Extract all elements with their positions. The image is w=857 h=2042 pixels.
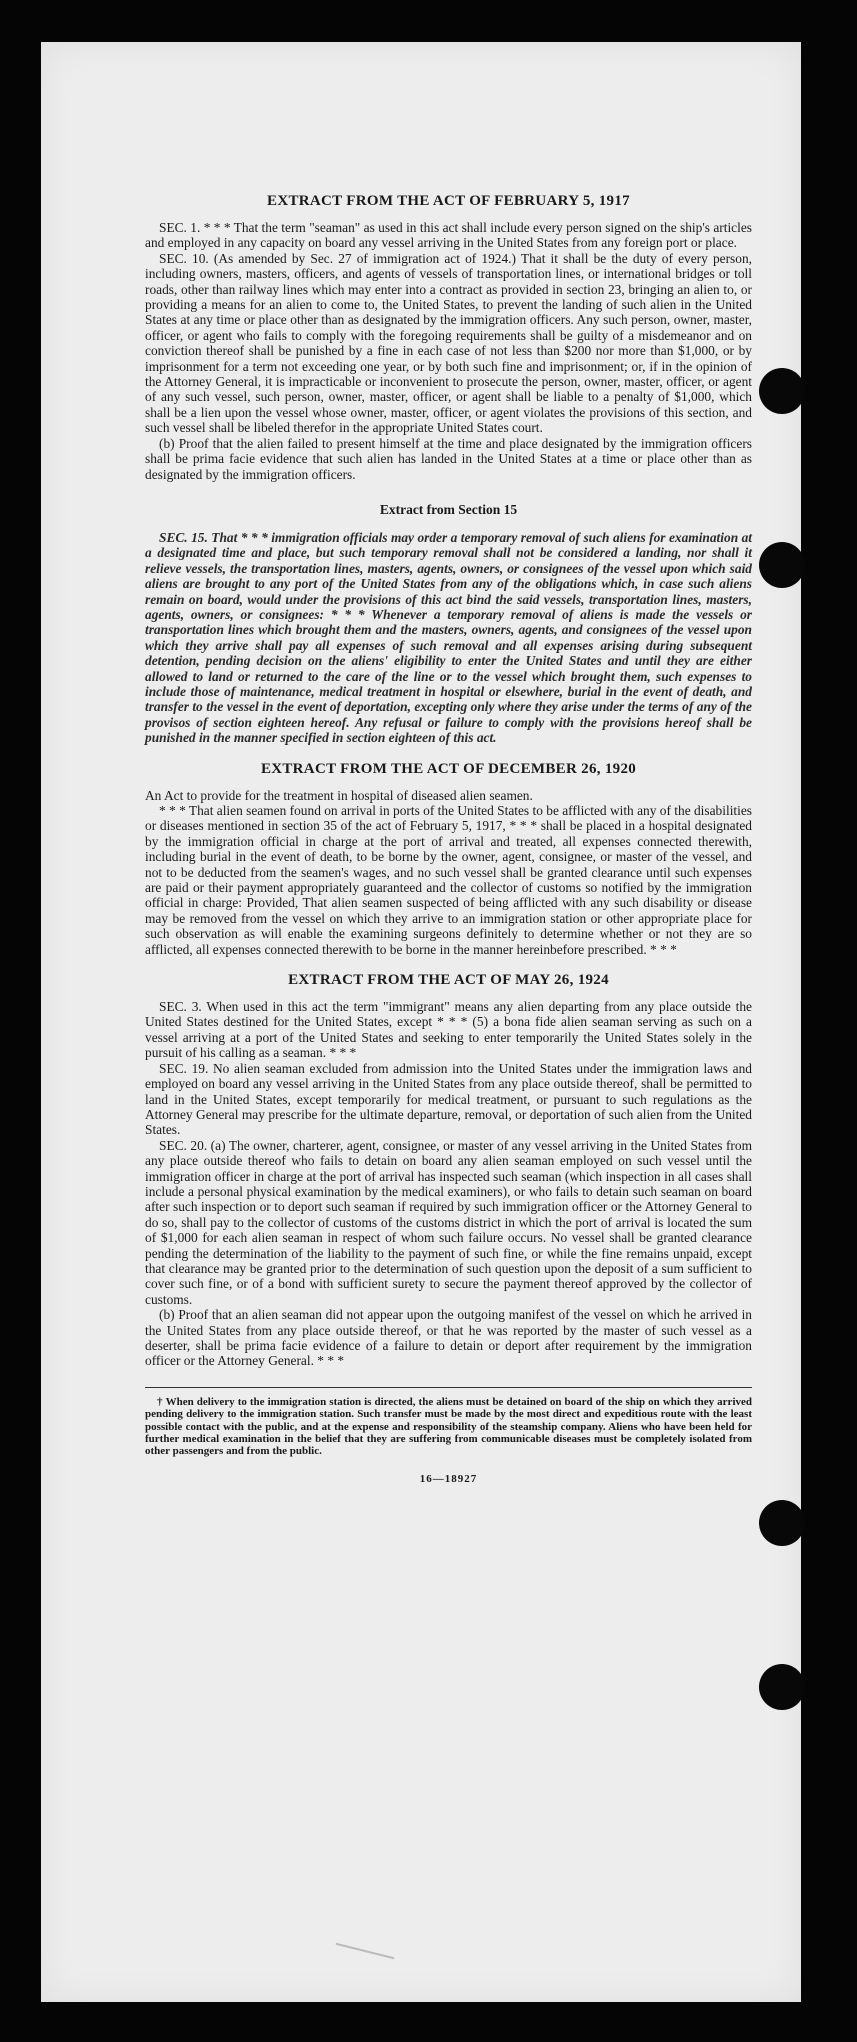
form-number: 16—18927 [419, 1472, 478, 1485]
paragraph-sec15: SEC. 15. That * * * immigration officials may order a temporary removal of such aliens for examination at a designated time and place, but such temporary removal shall not be considered a landing, nor shall it relieve vessels, the transportation lines, masters, agents, owners, or consignees of the vessel upon which said aliens are brought to any port of the United States from any of the obligations which, in case such aliens remain on board, would under the provisions of this act bind the said vessels, transportation lines, masters, agents, owners, or consignees: * * * Whenever a temporary removal of aliens is made the vessels or transportation lines which brought them and the masters, owners, agents, and consignees of the vessel upon which they arrive shall pay all expenses of such removal and all expenses arising during subsequent detention, pending decision on the aliens' eligibility to enter the United States and until they are either allowed to land or returned to the care of the line or to the vessel which brought them, such expenses to include those of maintenance, medical treatment in hospital or elsewhere, burial in the event of death, and transfer to the vessel in the event of deportation, excepting only where they arise under the terms of any of the provisos of section eighteen hereof. Any refusal or failure to comply with the provisions hereof shall be punished in the manner specified in section eighteen of this act. [145, 529, 752, 746]
document-page [41, 42, 801, 2002]
paragraph-sec3-1924: SEC. 3. When used in this act the term "immigrant" means any alien departing from any place outside the United States destined for the United States, except * * * (5) a bona fide alien seaman serving as such on a vessel arriving at a port of the United States and seeking to enter temporarily the United States solely in the pursuit of his calling as a seaman. * * * [145, 999, 752, 1061]
heading-act-1920: EXTRACT FROM THE ACT OF DECEMBER 26, 1920 [260, 760, 637, 777]
document-content [145, 192, 752, 1487]
punch-hole-3 [759, 1500, 805, 1546]
footnote-text: † When delivery to the immigration station is directed, the aliens must be detained on board of the ship on which they arrived pending delivery to the immigration station. Such transfer must be made by the most direct and expeditious route with the least possible contact with the public, and at the expense and responsibility of the steamship company. Aliens who have been held for further medical examination in the belief that they are suffering from communicable diseases must be completely isolated from other passengers and from the public. [145, 1395, 752, 1458]
heading-act-1924: EXTRACT FROM THE ACT OF MAY 26, 1924 [288, 972, 609, 989]
section-15-extract [145, 530, 752, 746]
paragraph-proof-1924: (b) Proof that an alien seaman did not appear upon the outgoing manifest of the vessel on which he arrived in the United States from any place outside thereof, or that he was reported by the master of such vessel as a deserter, shall be prima facie evidence of a failure to detain or deport after requirement by the immigration officer or the Attorney General. * * * [145, 1307, 752, 1369]
heading-act-1917: EXTRACT FROM THE ACT OF FEBRUARY 5, 1917 [267, 193, 630, 209]
paragraph-proof-1917: (b) Proof that the alien failed to present himself at the time and place designated by the immigration officers shall be prima facie evidence that such alien has landed in the United States at a time or place other than as designated by the immigration officers. [145, 435, 752, 482]
paragraph-sec19-1924: SEC. 19. No alien seaman excluded from admission into the United States under the immigration laws and employed on board any vessel arriving in the United States from any place outside thereof, shall be permitted to land in the United States, except temporarily for medical treatment, or pursuant to such regulations as the Attorney General may prescribe for the ultimate departure, removal, or deportation of such alien from the United States. [145, 1060, 752, 1138]
paragraph-sec1-1917: SEC. 1. * * * That the term "seaman" as used in this act shall include every person signed on the ship's articles and employed in any capacity on board any vessel arriving in the United States from any foreign port or place. [145, 220, 752, 251]
paragraph-title-1920: An Act to provide for the treatment in hospital of diseased alien seamen. [145, 787, 533, 803]
footnote [145, 1387, 752, 1458]
paragraph-sec10-1917: SEC. 10. (As amended by Sec. 27 of immigration act of 1924.) That it shall be the duty of every person, including owners, masters, officers, and agents of vessels of transportation lines, or international bridges or toll roads, other than railway lines which may enter into a contract as provided in section 23, bringing an alien to, or providing a means for an alien to come to, the United States, to prevent the landing of such alien in the United States at any time or place other than as designated by the immigration officers. Any such person, owner, master, officer, or agent who fails to comply with the foregoing requirements shall be guilty of a misdemeanor and on conviction thereof shall be punished by a fine in each case of not less than $200 nor more than $1,000, or by imprisonment for a term not exceeding one year, or by both such fine and imprisonment; or, if in the opinion of the Attorney General, it is impracticable or inconvenient to prosecute the person, owner, master, officer, or agent of any such vessel, such person, owner, master, officer, or agent shall be liable to a penalty of $1,000, which shall be a lien upon the vessel whose owner, master, officer, or agent violates the provisions of this section, and such vessel shall be libeled therefor in the appropriate United States court. [145, 250, 752, 436]
paragraph-body-1920: * * * That alien seamen found on arrival in ports of the United States to be afflicted with any of the disabilities or diseases mentioned in section 35 of the act of February 5, 1917, * * * shall be placed in a hospital designated by the immigration official in charge at the port of arrival and treated, all expenses connected therewith, including burial in the event of death, to be borne by the owner, agent, consignee, or master of the vessel, and not to be deducted from the seamen's wages, and no such vessel shall be granted clearance until such expenses are paid or their payment appropriately guaranteed and the collector of customs so notified by the immigration official in charge: Provided, That alien seamen suspected of being afflicted with any such disability or disease may be removed from the vessel on which they arrive to an immigration station or other appropriate place for such observation as will enable the examining surgeons definitely to determine whether or not they are so afflicted, all expenses connected therewith to be borne in the manner hereinbefore prescribed. * * * [145, 803, 753, 957]
paragraph-sec20-1924: SEC. 20. (a) The owner, charterer, agent, consignee, or master of any vessel arriving in the United States from any place outside thereof who fails to detain on board any alien seaman employed on such vessel until the immigration officer in charge at the port of arrival has inspected such seaman (which inspection in all cases shall include a personal physical examination by the medical examiners), or who fails to detain such seaman on board after such inspection or to deport such seaman if required by such immigration officer or the Attorney General to do so, shall pay to the collector of customs of the customs district in which the port of arrival is located the sum of $1,000 for each alien seaman in respect of whom such failure occurs. No vessel shall be granted clearance pending the determination of the liability to the payment of such fine, or while the fine remains unpaid, except that clearance may be granted prior to the determination of such question upon the deposit of a sum sufficient to cover such fine, or of a bond with sufficient surety to secure the payment thereof approved by the collector of customs. [145, 1137, 752, 1307]
heading-section-15: Extract from Section 15 [379, 501, 518, 517]
punch-hole-4 [759, 1664, 805, 1710]
punch-hole-1 [759, 368, 805, 414]
punch-hole-2 [759, 542, 805, 588]
